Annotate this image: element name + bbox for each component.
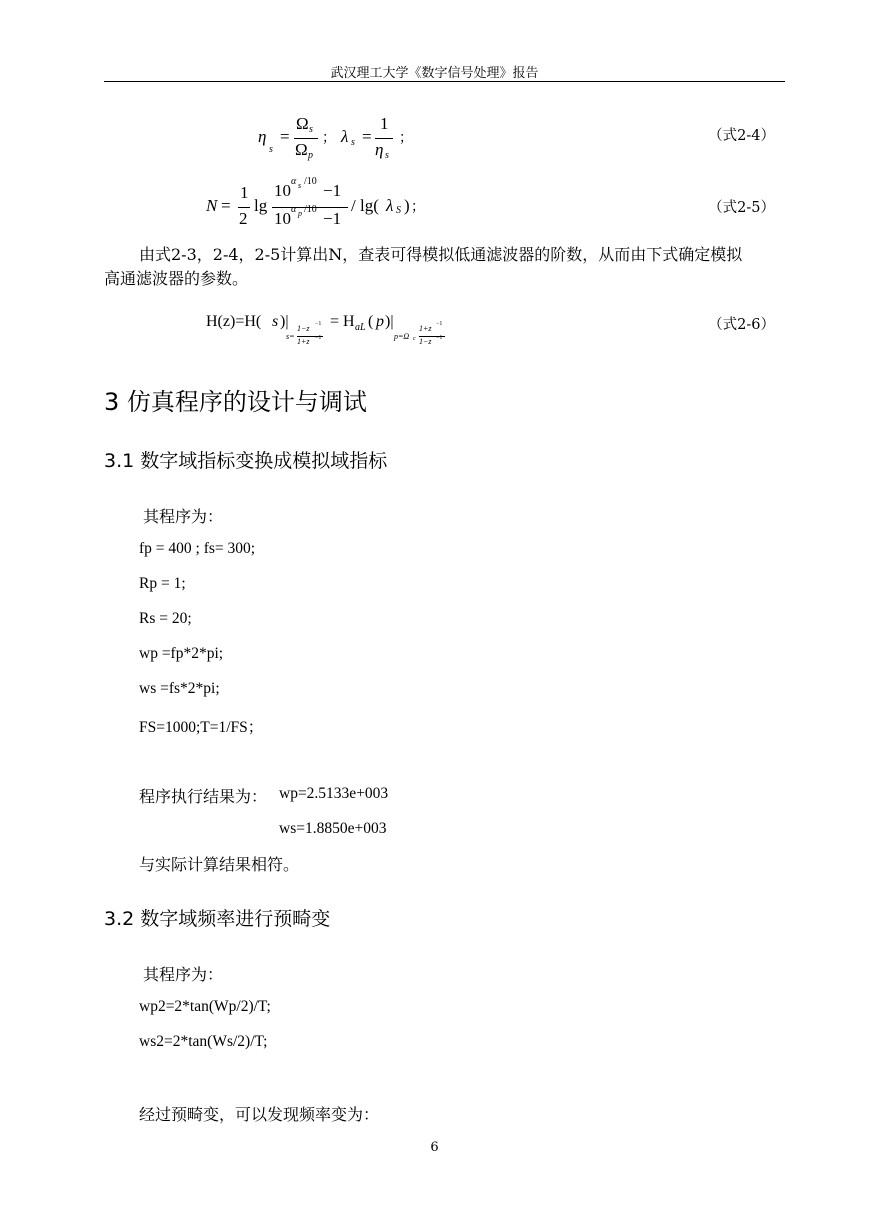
omega-s-sub: s bbox=[309, 124, 313, 135]
paragraph-line-2: 高通滤波器的参数。 bbox=[104, 269, 249, 288]
equals-sign-2: = bbox=[362, 127, 372, 146]
eq26-sub-num-exp: −1 bbox=[315, 321, 322, 327]
code-line: FS=1000;T=1/FS； bbox=[139, 719, 264, 736]
half-bar bbox=[238, 207, 250, 208]
den-exp-sub: p bbox=[298, 209, 302, 218]
code-line: fp = 400 ; fs= 300; bbox=[139, 540, 256, 557]
eq26-p-close: )| bbox=[385, 313, 394, 330]
equation-label-2-6: （式2-6） bbox=[708, 317, 775, 333]
eta-symbol: η bbox=[258, 127, 267, 146]
equation-label-2-4: （式2-4） bbox=[708, 128, 775, 144]
code-line: wp2=2*tan(Wp/2)/T; bbox=[139, 998, 271, 1015]
omega-p: Ω bbox=[295, 140, 308, 159]
omega-p-sub: p bbox=[308, 150, 313, 161]
fraction-bar bbox=[294, 138, 318, 139]
num-exp: α bbox=[291, 176, 297, 187]
section-3-1-heading: 3.1 数字域指标变换成模拟域指标 bbox=[104, 450, 388, 472]
section-3-heading: 3 仿真程序的设计与调试 bbox=[104, 388, 367, 416]
end-semicolon: ； bbox=[399, 131, 413, 146]
eq26-sub-num: 1−z bbox=[297, 324, 310, 333]
lambda-sub: s bbox=[351, 137, 355, 148]
equation-2-5 bbox=[206, 172, 426, 230]
eq26-bar: )| bbox=[280, 313, 289, 330]
result-conclusion: 与实际计算结果相符。 bbox=[139, 855, 300, 874]
den-exp-rest: /10 bbox=[304, 204, 317, 215]
result-label: 程序执行结果为： bbox=[139, 787, 268, 806]
eq26-sub2-den: 1−z bbox=[419, 337, 432, 346]
eq26-equals: = bbox=[330, 313, 340, 330]
equals-sign: = bbox=[221, 196, 231, 215]
code-line: Rs = 20; bbox=[139, 610, 192, 627]
lambda-sub: S bbox=[396, 205, 401, 216]
num-exp-rest: /10 bbox=[304, 176, 317, 187]
running-header: 武汉理工大学《数字信号处理》报告 bbox=[330, 66, 539, 81]
eq26-sub-s: s= bbox=[286, 332, 295, 341]
den-rest: −1 bbox=[323, 209, 342, 228]
eq26-sub2-num: 1+z bbox=[419, 324, 432, 333]
num-exp-sub: s bbox=[298, 181, 302, 190]
paragraph-line-1: 由式2-3，2-4，2-5计算出N，查表可得模拟低通滤波器的阶数，从而由下式确定模拟 bbox=[139, 245, 743, 264]
eq26-p: p bbox=[376, 313, 384, 330]
result-ws: ws=1.8850e+003 bbox=[279, 820, 387, 837]
code-line: wp =fp*2*pi; bbox=[139, 645, 224, 662]
separator: ； bbox=[322, 131, 336, 146]
code-line: Rp = 1; bbox=[139, 575, 186, 592]
eq26-sub2-num-exp: −1 bbox=[436, 321, 443, 327]
eta-denominator: η bbox=[375, 140, 384, 159]
equation-2-4 bbox=[258, 112, 438, 164]
lambda-symbol: λ bbox=[386, 196, 394, 215]
num-base: 10 bbox=[274, 181, 291, 200]
eq26-sub2-den-exp: −1 bbox=[436, 335, 443, 341]
lg-function: lg bbox=[254, 196, 268, 215]
eq26-sub2-c: c bbox=[413, 336, 416, 342]
eq26-H: H bbox=[343, 313, 355, 330]
half-numerator: 1 bbox=[240, 183, 249, 202]
den-base: 10 bbox=[274, 209, 291, 228]
equals-sign: = bbox=[280, 127, 290, 146]
program-intro: 其程序为： bbox=[143, 507, 224, 526]
program-intro: 其程序为： bbox=[143, 965, 224, 984]
page-number: 6 bbox=[430, 1140, 439, 1155]
code-line: ws =fs*2*pi; bbox=[139, 680, 220, 697]
lg-close: ) bbox=[404, 196, 410, 215]
fraction-bar-2 bbox=[375, 138, 393, 139]
eta-denominator-sub: s bbox=[385, 150, 389, 161]
section-3-2-heading: 3.2 数字域频率进行预畸变 bbox=[104, 908, 331, 930]
equation-label-2-5: （式2-5） bbox=[708, 200, 775, 216]
eq26-left: H(z)=H( bbox=[206, 313, 262, 330]
eta-sub: s bbox=[269, 144, 273, 155]
equation-2-6 bbox=[206, 310, 466, 354]
numerator-one: 1 bbox=[380, 114, 389, 133]
eq26-s: s bbox=[272, 313, 279, 330]
header-rule bbox=[104, 81, 785, 82]
eq26-sub-den-exp: −1 bbox=[315, 335, 322, 341]
prewarp-statement: 经过预畸变，可以发现频率变为： bbox=[139, 1105, 380, 1124]
lg-tail: / lg( bbox=[351, 196, 379, 215]
end-semicolon: ； bbox=[411, 200, 425, 215]
eq26-p-open: ( bbox=[368, 313, 374, 330]
code-line: ws2=2*tan(Ws/2)/T; bbox=[139, 1033, 268, 1050]
den-exp: α bbox=[291, 204, 297, 215]
eq26-sub-den: 1+z bbox=[297, 337, 310, 346]
omega-s: Ω bbox=[296, 114, 309, 133]
num-rest: −1 bbox=[323, 181, 342, 200]
n-symbol: N bbox=[206, 196, 218, 215]
half-denominator: 2 bbox=[239, 209, 248, 228]
result-wp: wp=2.5133e+003 bbox=[279, 785, 389, 802]
eq26-H-sub: aL bbox=[355, 322, 366, 333]
lambda-symbol: λ bbox=[341, 127, 349, 146]
eq26-sub2-p: p=Ω bbox=[394, 332, 410, 341]
